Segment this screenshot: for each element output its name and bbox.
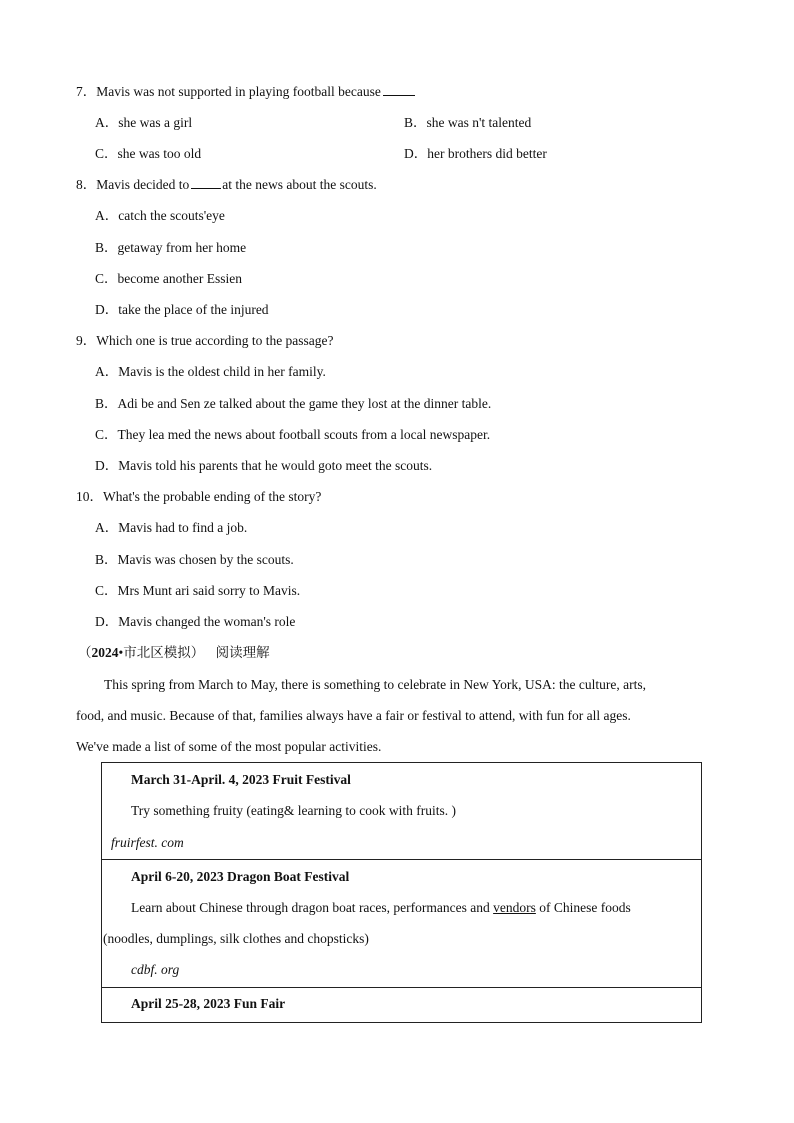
question-10-stem: 10．What's the probable ending of the story? — [76, 489, 322, 504]
question-7-text: 7．Mavis was not supported in playing football because — [76, 84, 381, 99]
passage-line-1: This spring from March to May, there is something to celebrate in New York, USA: the culture, arts, — [104, 677, 647, 692]
question-8-text-before: 8．Mavis decided to — [76, 177, 190, 192]
event-description: Try something fruity (eating& learning to cook with fruits. ) — [131, 803, 456, 818]
question-8-option-c: C．become another Essien — [95, 271, 242, 286]
question-7-option-d: D．her brothers did better — [404, 146, 547, 161]
event-title: April 25-28, 2023 Fun Fair — [131, 996, 286, 1011]
passage-line-3: We've made a list of some of the most popular activities. — [76, 739, 382, 754]
event-row-fun-fair — [102, 988, 702, 1023]
source-open: （ — [78, 645, 92, 660]
question-8-text-after: at the news about the scouts. — [222, 177, 377, 192]
question-8-option-a: A．catch the scouts'eye — [95, 208, 225, 223]
event-description-continued: (noodles, dumplings, silk clothes and chopsticks) — [103, 931, 369, 946]
event-title: March 31-April. 4, 2023 Fruit Festival — [131, 772, 351, 787]
question-10-option-c: C．Mrs Munt ari said sorry to Mavis. — [95, 583, 301, 598]
question-9-option-b: B．Adi be and Sen ze talked about the game they lost at the dinner table. — [95, 396, 492, 411]
event-website: cdbf. org — [131, 962, 180, 977]
question-9-option-a: A．Mavis is the oldest child in her family. — [95, 364, 326, 379]
question-7-option-b: B．she was n't talented — [404, 115, 532, 130]
question-10-option-d: D．Mavis changed the woman's role — [95, 614, 296, 629]
event-website: fruirfest. com — [111, 835, 184, 850]
question-9-option-d: D．Mavis told his parents that he would goto meet the scouts. — [95, 458, 433, 473]
question-9-option-c: C．They lea med the news about football scouts from a local newspaper. — [95, 427, 491, 442]
event-title: April 6-20, 2023 Dragon Boat Festival — [131, 869, 350, 884]
question-7-option-a: A．she was a girl — [95, 115, 193, 130]
event-row-fruit-festival — [102, 763, 702, 860]
question-7-option-c: C．she was too old — [95, 146, 202, 161]
events-table — [101, 762, 702, 1023]
question-10-option-b: B．Mavis was chosen by the scouts. — [95, 552, 294, 567]
source-year: 2024 — [91, 645, 119, 660]
underlined-word: vendors — [493, 900, 536, 915]
question-8-option-d: D．take the place of the injured — [95, 302, 269, 317]
section-header — [78, 644, 270, 662]
question-8-option-b: B．getaway from her home — [95, 240, 247, 255]
question-8-stem — [76, 176, 377, 194]
section-label: 阅读理解 — [215, 645, 270, 660]
question-10-option-a: A．Mavis had to find a job. — [95, 520, 248, 535]
question-9-stem: 9．Which one is true according to the passage? — [76, 333, 334, 348]
answer-blank — [191, 176, 221, 189]
source-region: •市北区模拟） — [118, 645, 205, 660]
passage-line-2: food, and music. Because of that, families always have a fair or festival to attend, with fun for all ages. — [76, 708, 631, 723]
answer-blank — [383, 83, 415, 96]
event-description: Learn about Chinese through dragon boat races, performances and vendors of Chinese foods — [131, 900, 631, 915]
event-row-dragon-boat-festival — [102, 860, 702, 988]
question-7-stem — [76, 83, 415, 101]
